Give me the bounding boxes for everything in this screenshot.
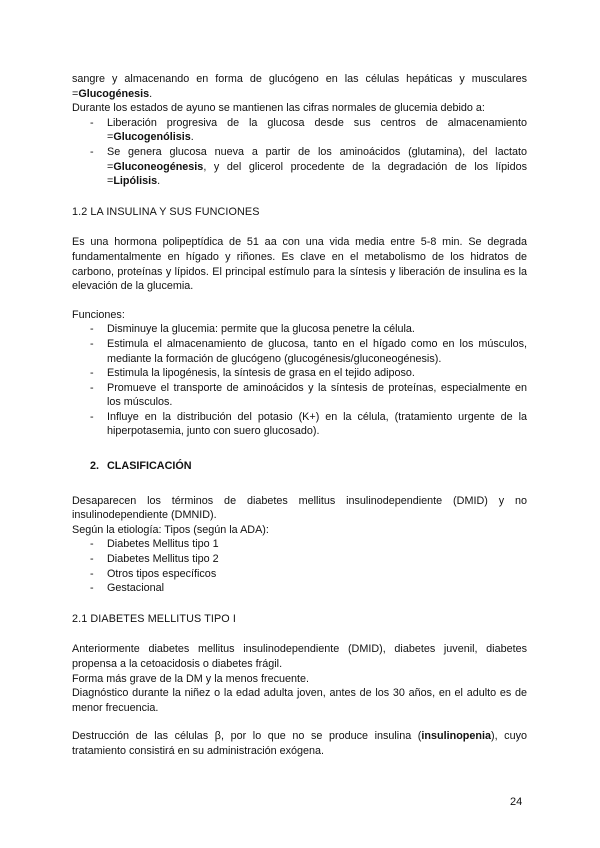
list-item: - Diabetes Mellitus tipo 2 — [72, 552, 527, 567]
paragraph-fasting: Durante los estados de ayuno se mantienen las cifras normales de glucemia debido a: — [72, 102, 485, 115]
text-span: . — [149, 87, 153, 100]
list-item: - Promueve el transporte de aminoácidos y la síntesis de proteínas, especialmente en los músculos. — [72, 381, 527, 410]
list-item: - Otros tipos específicos — [72, 567, 527, 582]
term-glucogenesis: Glucogénesis — [78, 87, 150, 100]
text-span: Se genera glucosa nueva a partir de los aminoácidos (glutamina), del lactato = — [107, 145, 527, 173]
text-span: , y del glicerol procedente de la degradación de los lípidos = — [107, 160, 527, 188]
tipos-list — [72, 537, 527, 595]
text-span: sangre y almacenando en forma de glucógeno en las células hepáticas y musculares = — [72, 73, 527, 100]
paragraph-etiologia: Según la etiología: Tipos (según la ADA): — [72, 523, 269, 536]
section-heading-insulina: 1.2 LA INSULINA Y SUS FUNCIONES — [72, 205, 260, 218]
paragraph-insulina: Es una hormona polipeptídica de 51 aa con una vida media entre 5-8 min. Se degrada fundamentalmente en hígado y riñones. Es clave en el metabolismo de los hidratos de carbono, proteínas y lípidos. El principal estímulo para la síntesis y liberación de insulina es la elevación de la glucemia. — [72, 236, 527, 293]
funciones-list — [72, 322, 527, 439]
list-item — [72, 116, 527, 145]
term-lipolisis: Lipólisis — [113, 175, 158, 188]
term-gluconeogenesis: Gluconeogénesis — [113, 160, 204, 173]
list-item: - Estimula el almacenamiento de glucosa, tanto en el hígado como en los músculos, mediante la formación de glucógeno (glucogénesis/gluconeogénesis). — [72, 337, 527, 366]
page-content — [72, 72, 527, 759]
text-span: ), cuyo tratamiento consistirá en su administración exógena. — [72, 730, 527, 757]
paragraph-anteriormente: Anteriormente diabetes mellitus insulinodependiente (DMID), diabetes juvenil, diabetes propensa a la cetoacidosis o diabetes frágil. — [72, 643, 527, 670]
heading-number: 2. — [90, 460, 100, 473]
text-span: . — [190, 131, 194, 144]
heading-title: CLASIFICACIÓN — [107, 460, 192, 473]
paragraph-glucogenesis — [72, 72, 527, 101]
section-heading-dm1: 2.1 DIABETES MELLITUS TIPO I — [72, 612, 237, 625]
list-item: - Influye en la distribución del potasio (K+) en la célula, (tratamiento urgente de la hiperpotasemia, junto con suero glucosado). — [72, 410, 527, 439]
term-insulinopenia: insulinopenia — [421, 730, 491, 743]
list-item: - Estimula la lipogénesis, la síntesis de grasa en el tejido adiposo. — [72, 366, 527, 381]
paragraph-forma: Forma más grave de la DM y la menos frecuente. — [72, 672, 310, 685]
section-heading-clasificacion — [72, 459, 527, 474]
paragraph-terminos: Desaparecen los términos de diabetes mellitus insulinodependiente (DMID) y no insulinodependiente (DMNID). — [72, 494, 527, 522]
paragraph-funciones: Funciones: — [72, 308, 125, 321]
text-span: Liberación progresiva de la glucosa desde sus centros de almacenamiento = — [107, 116, 527, 144]
list-item — [72, 145, 527, 189]
list-item: - Disminuye la glucemia: permite que la glucosa penetre la célula. — [72, 322, 527, 337]
list-item: - Gestacional — [72, 581, 527, 596]
list-item: - Diabetes Mellitus tipo 1 — [72, 537, 527, 552]
paragraph-destruccion — [72, 729, 527, 758]
term-glucogenolisis: Glucogenólisis — [113, 131, 191, 144]
page-number: 24 — [510, 796, 523, 808]
text-span: Destrucción de las células β, por lo que no se produce insulina ( — [72, 730, 422, 743]
text-span: . — [157, 175, 161, 188]
paragraph-diagnostico: Diagnóstico durante la niñez o la edad adulta joven, antes de los 30 años, en el adulto es de menor frecuencia. — [72, 687, 527, 714]
fasting-list — [72, 116, 527, 189]
